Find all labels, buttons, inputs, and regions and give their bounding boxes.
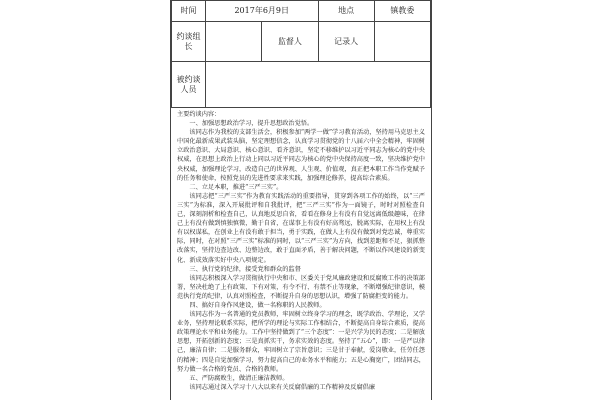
section-3-title: 三、执行党的纪律，接受党和群众的监督: [189, 265, 301, 273]
header-form-table: [171, 0, 431, 108]
interviewee-value: [206, 62, 431, 108]
date-value: 2017年6月9日: [206, 1, 319, 22]
leader-value: [206, 22, 262, 62]
section-5-body: 该同志通过深入学习十八大以来有关反腐倡廉的工作精神及反腐倡廉: [189, 383, 376, 391]
interviewee-label: 被约谈人员: [172, 62, 206, 108]
section-2-body: 该同志把“三严三实”作为教育实践活动的重要指导，贯穿到各项工作的始终，以“三严三实”为标准，深入开展批评和自我批评，把“三严三实”作为一面镜子，时时对照检查自己，深刻剖析和检查自己，认真地反思自省，看看在修身上有没有自觉远离低级趣味，在律己上有没有做到慎独慎微，勤于自省，在谋事上有没有好高骛远，脱离实际，在用权上有没有以权谋私，在创业上有没有敢于担当，勇于实践，在做人上有没有做到对党忠诚，尊重实际，同时，在对照“三严三实”标准的同时，以“三严三实”为方向，找到差距和不足，狠抓整改落实，坚持边查边改、边整边改，敢于直面矛盾，善于解决问题，不断以作风建设的新变化、新成效落实好中央八项规定。: [177, 192, 425, 264]
interview-record-sheet: [170, 0, 432, 400]
section-4-body: 该同志作为一名普通的党员教师，牢固树立终身学习的理念，既学政治、学理论，又学业务，坚持理论联系实际，把所学的理论与实际工作相结合，不断提高自身综合素质，提高政策理论水平和业务能力。工作中坚持做到了“三个态度”：一是兴学为民的态度；二是解放思想，开拓创新的态度；三是真抓实干，务求实效的态度。坚持了“五心”，即：一是严以律己，廉洁自律；二是服务群众，牢固树立了宗旨意识；三是甘于奉献，爱岗敬业，任劳任怨的精神；四是自觉加强学习，努力提高自己的业务水平和能力；五是心胸宽广，团结同志，努力做一名合格的党员、合格的教师。: [177, 311, 425, 373]
leader-label: 约谈组长: [172, 22, 206, 62]
section-1-body: 该同志作为我校的支部生活会，积极参加“两学一做”学习教育活动，坚持用马克思主义中国化最新成果武装头脑，坚定理想信念，认真学习贯彻党的十八届六中全会精神，牢固树立政治意识、大局意识、核心意识、看齐意识，坚定不移维护以习近平同志为核心的党中央权威，在思想上政治上行动上同以习近平同志为核心的党中央保持高度一致，坚决维护党中央权威，加强理论学习，改造自己的世界观、人生观、价值观，真正把本职工作当作党赋予的任务和使命，按照党员的先进性要求来实践，加强理论修养，提高综合素质。: [177, 129, 425, 182]
location-value: 镇教委: [374, 1, 430, 22]
supervisor-label: 监督人: [262, 22, 318, 62]
time-label: 时间: [172, 1, 206, 22]
section-4-title: 四、搞好自身作风建设，做一名称职的人民教师。: [189, 301, 326, 309]
content-heading: 主要约谈内容：: [177, 111, 221, 118]
location-label: 地点: [318, 1, 374, 22]
recorder-value: [374, 22, 430, 62]
section-5-title: 五、严防腐败生，做清正廉洁教师。: [189, 374, 289, 382]
recorder-label: 记录人: [318, 22, 374, 62]
section-3-body: 该同志积极深入学习贯彻执行中央和市、区委关于党风廉政建设和反腐败工作的决策部署，坚决杜绝了上有政策、下有对策，有令不行、有禁不止等现象，不断增强纪律意识，模范执行党的纪律，认真对照检查，不断提升自身的思想认识，增强了防腐拒变的能力。: [177, 274, 425, 300]
section-2-title: 二、立足本职，推进“三严三实”。: [189, 183, 283, 191]
section-1-title: 一、加强思想政治学习，提升思想政治觉悟。: [189, 120, 314, 128]
interview-content: [171, 109, 431, 400]
